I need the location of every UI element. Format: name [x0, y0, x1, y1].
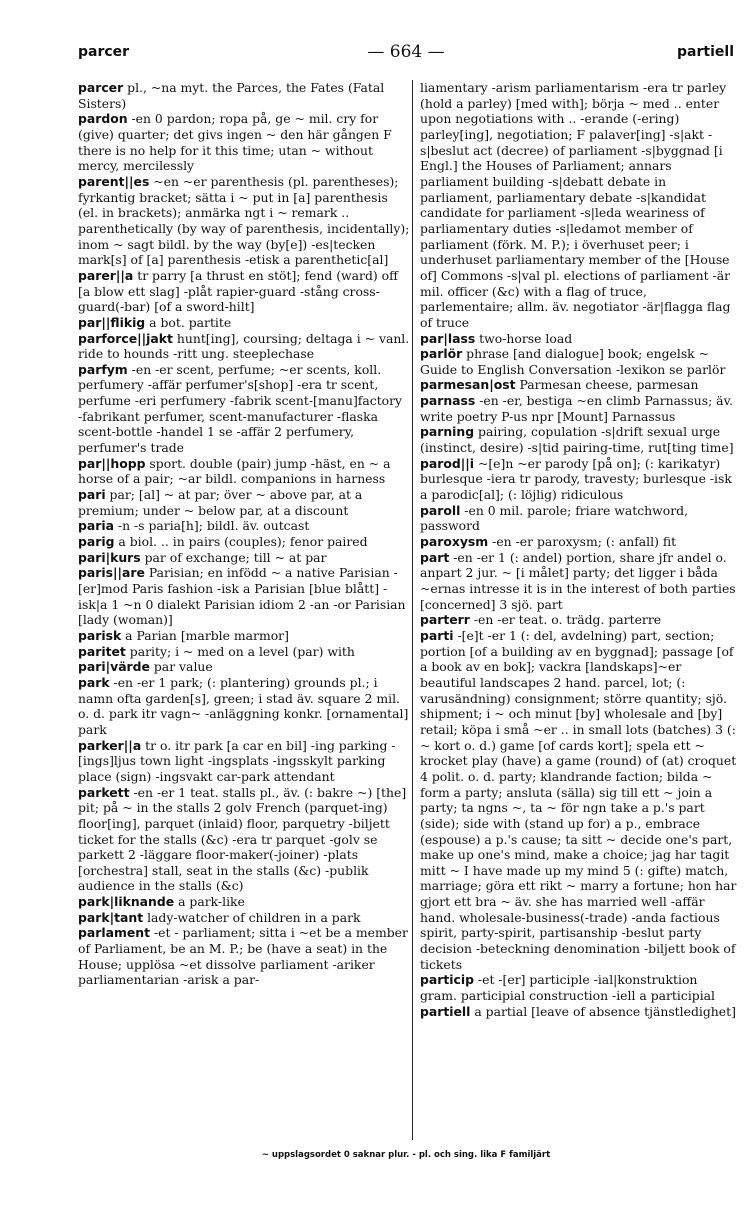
entry-headword: parterr [420, 612, 470, 628]
entry-definition: -en 0 pardon; ropa på, ge ~ mil. cry for (give) quarter; det givs ingen ~ den här gången F there is no help for it this time; utan ~ without mercy, mercilessly [78, 111, 392, 174]
dictionary-entry [420, 628, 738, 972]
entry-definition: Parmesan cheese, parmesan [515, 377, 699, 393]
dictionary-entry [420, 424, 738, 455]
entry-headword: pardon [78, 111, 128, 127]
entry-definition: Parisian; en infödd ~ a native Parisian -[er]mod Paris fashion -isk a Parisian [blue blått] -isk|a 1 ~n 0 dialekt Parisian idiom 2 -an -or Parisian [lady (woman)] [78, 565, 406, 628]
entry-definition: -en -er teat. o. trädg. parterre [469, 612, 662, 628]
entry-headword: park [78, 674, 110, 690]
entry-headword: part [420, 549, 450, 565]
entry-headword: parer||a [78, 267, 134, 283]
entry-headword: parent||es [78, 173, 150, 189]
dictionary-entry [420, 331, 738, 347]
entry-headword: parker||a [78, 737, 142, 753]
dictionary-entry [78, 268, 410, 315]
dictionary-entry [78, 456, 410, 487]
entry-definition: a Parian [marble marmor] [121, 627, 289, 643]
dictionary-entry [78, 628, 410, 644]
entry-headword: parlament [78, 925, 151, 941]
entry-definition: sport. double (pair) jump -häst, en ~ a horse of a pair; ~ar bildl. companions in harness [78, 455, 391, 487]
dictionary-entry [420, 972, 738, 1003]
entry-headword: parti [420, 627, 454, 643]
entry-headword: parod||i [420, 455, 475, 471]
entry-definition: -en -er 1 teat. stalls pl., äv. (: bakre ~) [the] pit; på ~ in the stalls 2 golv French (parquet-ing) floor[ing], parquet (inlaid) floor, parquetry -biljett ticket for the stalls (&c) -era tr parquet -golv se parkett 2 -läggare floor-maker(-joiner) -plats [orchestra] stall, seat in the stalls (&c) -publik audience in the stalls (&c) [78, 784, 407, 894]
entry-headword: pari [78, 487, 106, 503]
entry-definition: phrase [and dialogue] book; engelsk ~ Guide to English Conversation -lexikon se parlör [420, 346, 726, 377]
entry-headword: parmesan|ost [420, 377, 516, 393]
dictionary-entry [78, 315, 410, 331]
entry-headword: park|liknande [78, 894, 175, 910]
entry-definition: a partial [leave of absence tjänstledighet] [470, 1003, 736, 1019]
entry-definition: -n -s paria[h]; bildl. äv. outcast [113, 518, 310, 534]
entry-headword: parisk [78, 627, 122, 643]
entry-definition: -en -er scent, perfume; ~er scents, koll. perfumery -affär perfumer's[shop] -era tr scent, perfume -eri perfumery -fabrik scent-[manu]factory -fabrikant perfumer, scent-manufacturer -flaska scent-bottle -handel 1 se -affär 2 perfumery, perfumer's trade [78, 361, 403, 456]
entry-definition: -et -[er] participle -ial|konstruktion gram. participial construction -iell a participial [420, 972, 716, 1004]
guide-word-left: parcer [78, 44, 130, 60]
entry-headword: paria [78, 518, 114, 534]
dictionary-entry [78, 80, 410, 111]
entry-headword: parnass [420, 393, 476, 409]
entry-definition: -et - parliament; sitta i ~et be a member of Parliament, be an M. P.; be (have a seat) in the House; upplösa ~et dissolve parliament -ariker parliamentarian -arisk a par- [78, 925, 408, 988]
dictionary-entry [78, 738, 410, 785]
dictionary-entry [78, 659, 410, 675]
dictionary-entry [78, 644, 410, 660]
entry-definition: -[e]t -er 1 (: del, avdelning) part, section; portion [of a building av en byggnad]; passage [of a book av en bok]; vackra [landskaps]~er beautiful landscapes 2 hand. parcel, lot; (: varusändning) consignment; större quantity; sjö. shipment; i ~ och minut [by] wholesale and [by] retail; köpa i små ~er .. in small lots (batches) 3 (: ~ kort o. d.) game [of cards kort]; spela ett ~ krocket play (have) a game (round) of (at) croquet 4 polit. o. d. party; klandrande faction; bilda ~ form a party; ansluta (sälla) sig till ett ~ join a party; ta ngns ~, ta ~ för ngn take a p.'s part (side); side with (stand up for) a p., embrace (espouse) a p.'s cause; ta sitt ~ decide one's part, make up one's mind, make a choice; jag har tagit mitt ~ I have made up my mind 5 (: gifte) match, marriage; göra ett rikt ~ marry a fortune; hon har gjort ett bra ~ äv. she has married well -affär hand. wholesale-business(-trade) -anda factious spirit, party-spirit, partisanship -beslut party decision -beteckning denomination -biljett book of tickets [420, 627, 737, 972]
dictionary-entry [78, 910, 410, 926]
entry-definition: parity; i ~ med on a level (par) with [125, 643, 355, 659]
entry-definition: hunt[ing], coursing; deltaga i ~ vanl. ride to hounds -ritt ung. steeplechase [78, 330, 410, 362]
entry-definition: ~en ~er parenthesis (pl. parentheses); fyrkantig bracket; sätta i ~ put in [a] parenthesis (el. in brackets); anmärka ngt i ~ remark .. parenthetically (by way of parenthesis, incidentally); inom ~ sagt bildl. by the way (by[e]) -es|tecken mark[s] of [a] parenthesis -etisk a parenthetic[al] [78, 173, 410, 268]
entry-definition: -en -er 1 (: andel) portion, share jfr andel o. anpart 2 jur. ~ [i målet] party; det ligger i båda ~ernas intresse it is in the interest of both parties [concerned] 3 sjö. part [420, 549, 736, 612]
dictionary-entry [420, 456, 738, 503]
dictionary-entry [420, 612, 738, 628]
dictionary-entry [420, 346, 738, 377]
entry-headword: pari|värde [78, 659, 150, 675]
entry-headword: paris||are [78, 565, 145, 581]
entry-definition: pl., ~na myt. the Parces, the Fates (Fatal Sisters) [78, 80, 385, 111]
dictionary-entry [78, 675, 410, 738]
dictionary-entry [78, 487, 410, 518]
dictionary-entry [78, 565, 410, 628]
dictionary-entry [78, 362, 410, 456]
entry-definition: lady-watcher of children in a park [143, 909, 361, 925]
entry-headword: pari|kurs [78, 549, 141, 565]
dictionary-entry [420, 393, 738, 424]
entry-headword: parfym [78, 361, 128, 377]
dictionary-entry [78, 785, 410, 895]
dictionary-entry [420, 534, 738, 550]
entry-headword: par||flikig [78, 314, 146, 330]
entry-headword: paroll [420, 502, 461, 518]
entry-headword: paroxysm [420, 534, 489, 550]
entry-definition: -en -er 1 park; (: plantering) grounds pl.; i namn ofta garden[s], green; i stad äv. square 2 mil. o. d. park itr vagn~ -anläggning konkr. [ornamental] park [78, 674, 409, 737]
entry-definition: a park-like [174, 894, 245, 910]
page-header [78, 44, 734, 68]
dictionary-entry [78, 550, 410, 566]
legend-footer: ~ uppslagsordet 0 saknar plur. - pl. och sing. lika F familjärt [261, 1150, 551, 1160]
entry-definition: liamentary -arism parliamentarism -era tr parley (hold a parley) [med with]; börja ~ med .. enter upon negotiations with .. -erande (-ering) parley[ing], negotiation; F palaver[ing] -s|akt -s|beslut act (decree) of parliament -s|byggnad [i Engl.] the Houses of Parliament; annars parliament building -s|debatt debate in parliament, parliamentary debate -s|kandidat candidate for parliament -s|leda weariness of parliamentary duties -s|ledamot member of parliament (förk. M. P.); i överhuset peer; i underhuset parliamentary member of the [House of] Commons -s|val pl. elections of parliament -är mil. officer (&c) with a flag of truce, parlementaire; allm. äv. negotiator -är|flagga flag of truce [420, 80, 731, 330]
dictionary-entry [420, 550, 738, 613]
column-divider [412, 80, 413, 1140]
guide-word-right: partiell [677, 44, 734, 60]
dictionary-entry [78, 331, 410, 362]
dictionary-entry [420, 80, 738, 331]
dictionary-entry [78, 111, 410, 174]
entry-definition: pairing, copulation -s|drift sexual urge (instinct, desire) -s|tid pairing-time, rut[ting time] [420, 424, 734, 456]
entry-headword: paritet [78, 643, 126, 659]
entry-definition: par of exchange; till ~ at par [140, 549, 327, 565]
entry-headword: park|tant [78, 909, 144, 925]
dictionary-entry [420, 503, 738, 534]
entry-headword: particip [420, 972, 474, 988]
entry-headword: partiell [420, 1003, 471, 1019]
dictionary-entry [78, 894, 410, 910]
entry-definition: par; [al] ~ at par; över ~ above par, at a premium; under ~ below par, at a discount [78, 487, 363, 518]
entry-headword: parkett [78, 784, 130, 800]
dictionary-entry [78, 174, 410, 268]
entry-definition: -en -er, bestiga ~en climb Parnassus; äv. write poetry P-us npr [Mount] Parnassus [420, 393, 734, 424]
entry-headword: parforce||jakt [78, 330, 173, 346]
entry-headword: parig [78, 534, 115, 550]
entry-headword: par|lass [420, 330, 476, 346]
entry-definition: two-horse load [475, 330, 573, 346]
page-number: — 664 — [367, 42, 445, 62]
dictionary-entry [78, 925, 410, 988]
entry-definition: a biol. .. in pairs (couples); fenor paired [114, 534, 368, 550]
entry-headword: parning [420, 424, 475, 440]
entry-headword: par||hopp [78, 455, 146, 471]
entry-definition: -en -er paroxysm; (: anfall) fit [488, 534, 677, 550]
dictionary-entry [78, 518, 410, 534]
dictionary-entry [420, 1004, 738, 1020]
entry-definition: tr parry [a thrust en stöt]; fend (ward) off [a blow ett slag] -plåt rapier-guard -stång cross-guard(-bar) [of a sword-hilt] [78, 267, 398, 315]
entry-headword: parlör [420, 346, 463, 362]
entry-definition: par value [149, 659, 213, 675]
entry-definition: -en 0 mil. parole; friare watchword, password [420, 502, 689, 534]
entry-definition: a bot. partite [145, 314, 232, 330]
entry-definition: ~[e]n ~er parody [på on]; (: karikatyr) burlesque -iera tr parody, travesty; burlesque -isk a parodic[al]; (: löjlig) ridiculous [420, 455, 732, 503]
dictionary-entry [420, 377, 738, 393]
left-column [78, 80, 410, 988]
entry-definition: tr o. itr park [a car en bil] -ing parking -[ings]ljus town light -ingsplats -ingsskylt parking place (sign) -ingsvakt car-park attendant [78, 737, 396, 784]
right-column [420, 80, 738, 1019]
entry-headword: parcer [78, 80, 124, 95]
dictionary-entry [78, 534, 410, 550]
